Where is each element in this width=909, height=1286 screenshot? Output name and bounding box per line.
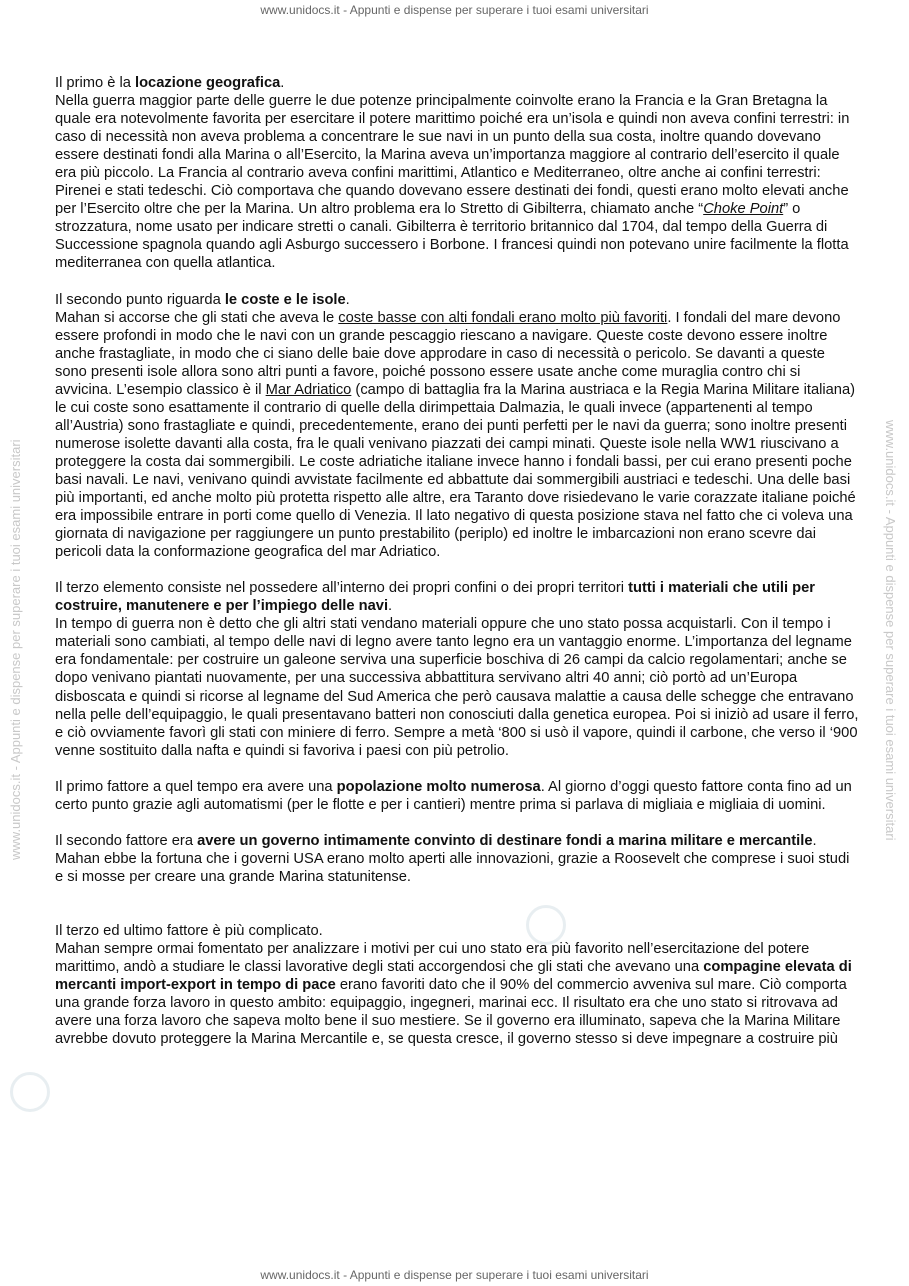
bold-term: compagine elevata di mercanti import-export in tempo di pace: [55, 959, 852, 994]
bold-term: locazione geografica: [135, 75, 281, 91]
choke-point-term: Choke Point: [703, 201, 784, 218]
page-header: www.unidocs.it - Appunti e dispense per superare i tuoi esami universitari: [260, 3, 649, 17]
bold-term: tutti i materiali che utili per costruire, manutenere e per l’impiego delle navi: [55, 580, 816, 615]
bold-term: le coste e le isole: [224, 291, 346, 308]
side-watermark-left: www.unidocs.it - Appunti e dispense per superare i tuoi esami universitari: [8, 439, 23, 860]
paragraph-government: Il secondo fattore era avere un governo intimamente convinto di destinare fondi a marina militare e mercantile. Mahan ebbe la fortuna che i governi USA erano molto aperti alle innovazioni, grazie a Roosevelt che comprese i suoi studi e si mosse per creare una grande Marina statunitense.: [55, 832, 850, 885]
watermark-logo-icon: [10, 1072, 50, 1112]
bold-term: popolazione molto numerosa: [336, 778, 541, 795]
bold-term: avere un governo intimamente convinto di destinare fondi a marina militare e mercantile: [197, 832, 813, 849]
mar-adriatico-term: Mar Adriatico: [265, 381, 352, 398]
underlined-phrase: coste basse con alti fondali erano molto più favoriti: [338, 309, 668, 326]
page-footer: www.unidocs.it - Appunti e dispense per superare i tuoi esami universitari: [260, 1268, 649, 1282]
paragraph-merchants: Il terzo ed ultimo fattore è più complicato. Mahan sempre ormai fomentato per analizzare i motivi per cui uno stato era più favorito nell’esercitazione del potere marittimo, andò a studiare le classi lavorative degli stati accorgendosi che gli stati che avevano una compagine elevata di mercanti import-export in tempo di pace erano favoriti dato che il 90% del commercio avveniva sul mare. Ciò comporta una grande forza lavoro in questo ambito: equipaggio, ingegneri, marinai ecc. Il risultato era che uno stato si ritrovava ad avere una forza lavoro che sapeva molto bene il suo mestiere. Se il governo era illuminato, sapeva che la Marina Militare avrebbe dovuto proteggere la Marina Mercantile e, se questa cresce, il governo stesso si deve impegnare a costruire più: [55, 922, 852, 1048]
paragraph-coasts: Il secondo punto riguarda le coste e le isole. Mahan si accorse che gli stati che aveva le coste basse con alti fondali erano molto più favoriti. I fondali del mare devono essere profondi in modo che le navi con un grande pescaggio riescano a navigare. Queste coste devono essere inoltre anche frastagliate, in modo che ci siano delle baie dove approdare in caso di necessità o pericolo. Se davanti a queste sono presenti isole allora sono altri punti a favore, poiché possono essere usate anche come muraglia contro chi si avvicina. L’esempio classico è il Mar Adriatico (campo di battaglia fra la Marina austriaca e la Regia Marina Militare italiana) le cui coste sono esattamente il contrario di quelle della dirimpettaia Dalmazia, le quali invece (appartenenti al tempo all’Austria) sono frastagliate e quindi, precedentemente, erano dei punti perfetti per le navi da guerra; sono inoltre presenti numerose isolette davanti alla costa, fra le quali venivano piazzati dei campi minati. Queste isole nella WW1 riuscivano a proteggere la costa dai sommergibili. Le coste adriatiche italiane invece hanno i fondali bassi, per cui erano presenti poche basi navali. Le navi, venivano quindi avvistate facilmente ed abbattute dai sommergibili austriaci e tedeschi. Una delle basi più importanti, ed anche molto più protetta rispetto alle altre, era Taranto dove risiedevano le varie corazzate italiane poiché era impossibile entrare in porti come quello di Venezia. Il lato negativo di questa posizione stava nel fatto che ci voleva una giornata di navigazione per raggiungere un punto prestabilito (periplo) ed inoltre le imbarcazioni non erano scevre dai pericoli data la conformazione geografica del mar Adriatico.: [55, 291, 856, 561]
document-body: [55, 74, 859, 1048]
side-watermark-right: www.unidocs.it - Appunti e dispense per superare i tuoi esami universitari: [883, 420, 898, 841]
paragraph-materials: Il terzo elemento consiste nel possedere all’interno dei propri confini o dei propri territori tutti i materiali che utili per costruire, manutenere e per l’impiego delle navi. In tempo di guerra non è detto che gli altri stati vendano materiali oppure che uno stato possa acquistarli. Con il tempo i materiali sono cambiati, al tempo delle navi di legno avere tanto legno era un vantaggio enorme. L’importanza del legname era fondamentale: per costruire un galeone serviva una superficie boschiva di 26 campi da calcio regolamentari; anche se dopo venivano piantati nuovamente, per una successiva abbattitura servivano altri 40 anni; ciò portò ad un’Europa disboscata e quindi si ricorse al legname del Sud America che però causava malattie a causa delle schegge che entravano nella pelle dell’equipaggio, le quali presentavano batteri non conosciuti dalla genetica europea. Poi si iniziò ad usare il ferro, e ciò ovviamente favorì gli stati con miniere di ferro. Sempre a metà ‘800 si usò il vapore, quindi il carbone, che verso il ‘900 venne sostituito dalla nafta e quindi si favoriva i paesi con più petrolio.: [55, 580, 859, 759]
paragraph-location: Il primo è la locazione geografica. Nella guerra maggior parte delle guerre le due potenze principalmente coinvolte erano la Francia e la Gran Bretagna la quale era notevolmente favorita per esercitare il potere marittimo poiché era un’isola e quindi non aveva confini terrestri: in caso di necessità non aveva problema a concentrare le sue navi in un punto della sua costa, inoltre quando dovevano essere destinati fondi alla Marina o all’Esercito, la Marina aveva un’importanza maggiore al contrario dell’esercito il quale era più piccolo. La Francia al contrario aveva confini marittimi, Atlantico e Mediterraneo, oltre anche ai confini terrestri: Pirenei e stati tedeschi. Ciò comportava che quando dovevano essere destinati dei fondi, questi erano molto elevati anche per l’Esercito oltre che per la Marina. Un altro problema era lo Stretto di Gibilterra, chiamato anche “Choke Point” o strozzatura, nome usato per indicare stretti o canali. Gibilterra è territorio britannico dal 1704, dal tempo della Guerra di Successione spagnola quando agli Asburgo successero i Borbone. I francesi quindi non potevano unire facilmente la flotta mediterranea con quella atlantica.: [55, 75, 850, 272]
paragraph-population: Il primo fattore a quel tempo era avere una popolazione molto numerosa. Al giorno d’oggi questo fattore conta fino ad un certo punto grazie agli automatismi (per le flotte e per i cantieri) mentre prima si parlava di migliaia e migliaia di uomini.: [55, 778, 852, 813]
